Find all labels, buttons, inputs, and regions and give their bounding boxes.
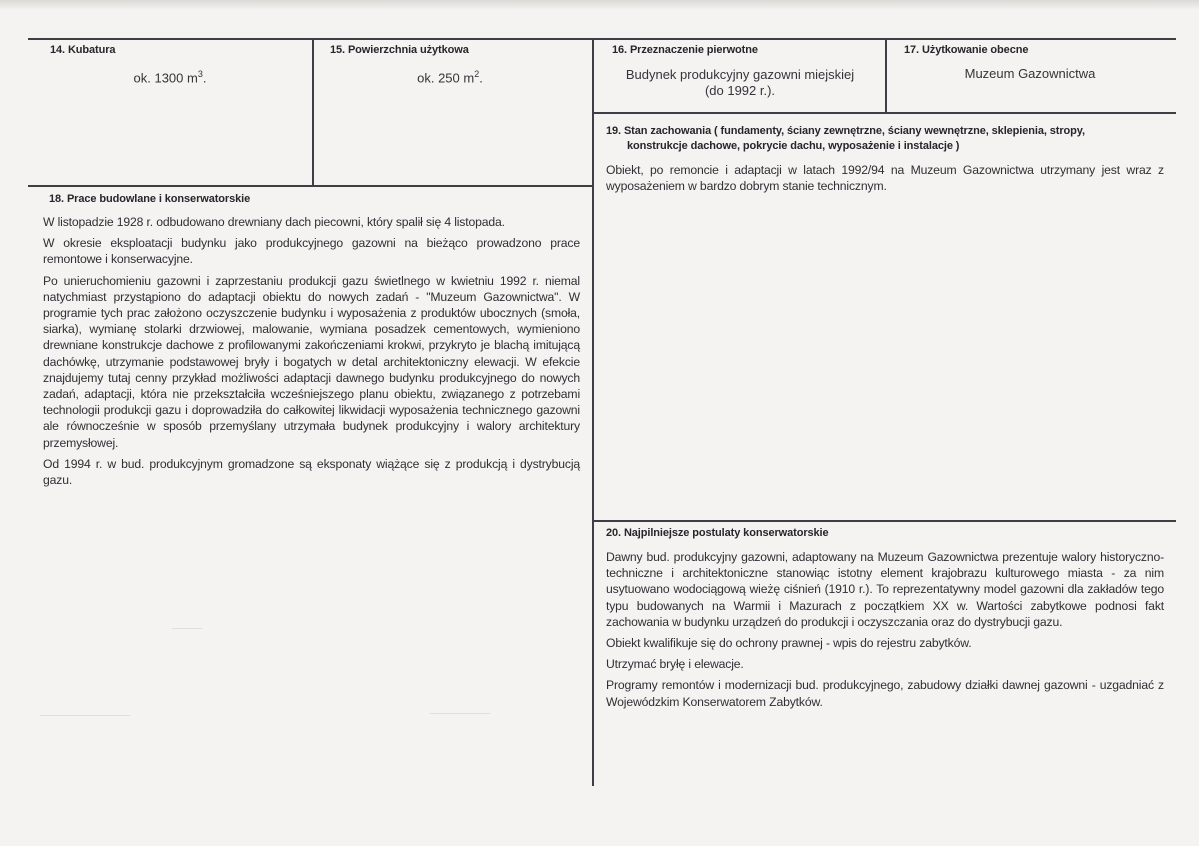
field-18-label: 18. Prace budowlane i konserwatorskie	[49, 193, 251, 205]
field-18-paragraph: Od 1994 r. w bud. produkcyjnym gromadzone są eksponaty wiążące się z produkcją i dystrybucją gazu.	[43, 456, 580, 488]
field-15-unit-exponent: 2	[474, 69, 480, 79]
field-15-label: 15. Powierzchnia użytkowa	[330, 44, 469, 56]
field-14-unit-exponent: 3	[197, 69, 203, 79]
field-20-paragraph: Utrzymać bryłę i elewacje.	[606, 657, 744, 672]
field-14-label: 14. Kubatura	[50, 44, 116, 56]
scan-mark	[40, 715, 130, 716]
top-rule	[28, 38, 1176, 40]
field-19-label-line2: konstrukcje dachowe, pokrycie dachu, wyposażenie i instalacje )	[627, 140, 960, 152]
rule-above-19	[593, 112, 1176, 114]
field-18-paragraph: Po unieruchomieniu gazowni i zaprzestaniu produkcji gazu świetlnego w kwietniu 1992 r. niemal natychmiast przystąpiono do adaptacji obiektu do nowych zadań - "Muzeum Gazownictwa". W programie tych prac założono oczyszczenie budynku i wyposażenia z produktów ubocznych (smoła, siarka), wymianę stolarki drzwiowej, malowanie, wymiana posadzek cementowych, wymieniono drewniane konstrukcje dachowe z profilowanymi zakończeniami krokwi, przykryto je blachą imitującą dachówkę, utrzymanie podstawowej bryły i bogatych w detal architektoniczny elewacji. W efekcie znajdujemy tutaj cenny przykład możliwości adaptacji dawnego budynku produkcyjnego do nowych zadań, adaptacji, która nie przekształciła wcześniejszego planu obiektu, związanego z potrzebami technologii produkcji gazu i doprowadziła do całkowitej likwidacji wyposażenia technicznego gazowni ale równocześnie w sposób przemyślany utrzymała budynek produkcyjny i walory architektury przemysłowej.	[43, 273, 580, 450]
field-19-label	[606, 124, 1166, 154]
field-16-value-line2: (do 1992 r.).	[704, 83, 776, 98]
field-18-paragraph: W listopadzie 1928 r. odbudowano drewniany dach piecowni, który spalił się 4 listopada.	[43, 215, 505, 229]
field-14-value	[100, 66, 240, 86]
field-14-value-text: ok. 1300 m	[133, 70, 198, 86]
paper-top-edge	[0, 0, 1199, 10]
field-15-value-text: ok. 250 m	[417, 70, 475, 86]
divider-14-15	[312, 38, 314, 186]
field-18-body	[43, 214, 580, 493]
scan-mark	[172, 628, 202, 629]
field-16-value-line1: Budynek produkcyjny gazowni miejskiej	[625, 67, 855, 82]
field-15-suffix: .	[479, 70, 483, 86]
divider-16-17	[885, 38, 887, 112]
field-15-value	[380, 66, 520, 86]
field-18-paragraph: W okresie eksploatacji budynku jako produkcyjnego gazowni na bieżąco prowadzono prace remontowe i konserwacyjne.	[43, 236, 580, 267]
field-20-body	[606, 549, 1164, 715]
field-17-label: 17. Użytkowanie obecne	[904, 44, 1029, 56]
field-20-paragraph: Programy remontów i modernizacji bud. produkcyjnego, zabudowy działki dawnej gazowni - uzgadniać z Wojewódzkim Konserwatorem Zabytków.	[606, 678, 1164, 709]
field-19-text: Obiekt, po remoncie i adaptacji w latach 1992/94 na Muzeum Gazownictwa utrzymany jest wraz z wyposażeniem w bardzo dobrym stanie technicznym.	[606, 163, 1164, 194]
rule-above-18	[28, 185, 593, 187]
field-16-value	[600, 67, 880, 99]
field-16-label: 16. Przeznaczenie pierwotne	[612, 44, 758, 56]
rule-above-20	[593, 520, 1176, 522]
field-20-label: 20. Najpilniejsze postulaty konserwatorskie	[606, 527, 829, 539]
field-20-paragraph: Obiekt kwalifikuje się do ochrony prawnej - wpis do rejestru zabytków.	[606, 636, 972, 651]
field-14-suffix: .	[202, 70, 207, 86]
field-19-label-line1: 19. Stan zachowania ( fundamenty, ściany zewnętrzne, ściany wewnętrzne, sklepienia, stropy,	[606, 125, 1085, 137]
field-20-paragraph: Dawny bud. produkcyjny gazowni, adaptowany na Muzeum Gazownictwa prezentuje walory historyczno-techniczne i architektoniczne stanowiąc istotny element krajobrazu kulturowego miasta - za nim usytuowano wodociągową wieżę ciśnień (1910 r.). To reprezentatywny model gazowni dla zakładów tego typu budowanych na Warmii i Mazurach z początkiem XX w. Wartości zabytkowe podnosi fakt zachowania w budynku urządzeń do produkcji i oczyszczania oraz do dystrybucji gazu.	[606, 550, 1164, 629]
scan-mark	[430, 713, 490, 714]
center-divider	[592, 38, 594, 786]
field-17-value: Muzeum Gazownictwa	[964, 66, 1096, 81]
